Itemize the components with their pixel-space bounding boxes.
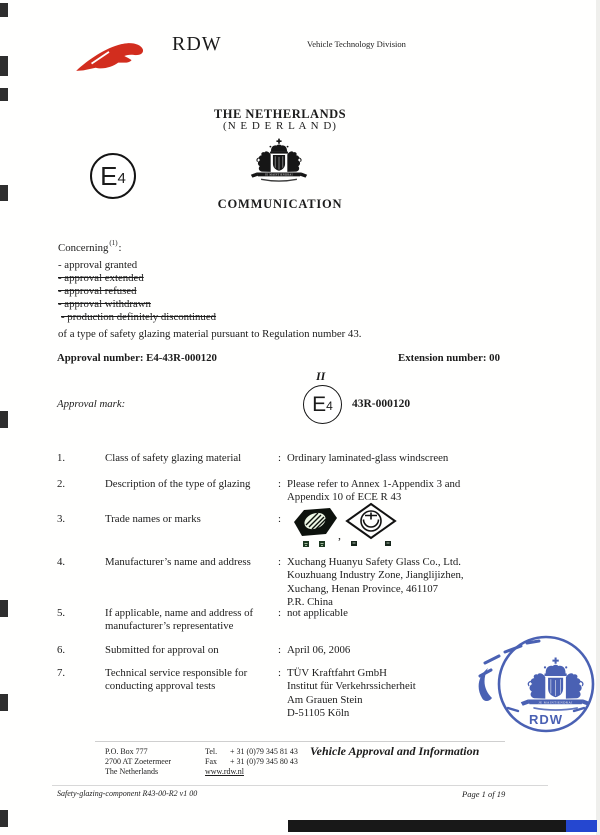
approval-mark-label: Approval mark: xyxy=(57,398,126,410)
footer-divider-bottom xyxy=(52,785,548,786)
item-number: 5. xyxy=(57,607,66,619)
item-number: 3. xyxy=(57,513,66,525)
item-value-line: P.R. China xyxy=(287,595,333,608)
scan-mark xyxy=(0,810,8,827)
footer-tagline: Vehicle Approval and Information xyxy=(310,744,480,758)
item-value: April 06, 2006 xyxy=(287,644,351,656)
item-label-line: Technical service responsible for xyxy=(105,667,248,679)
scan-mark xyxy=(0,56,8,76)
item-label-line: manufacturer’s representative xyxy=(105,620,234,633)
page-indicator: Page 1 of 19 xyxy=(462,789,506,799)
item-value-line: Appendix 10 of ECE R 43 xyxy=(287,491,402,504)
concerning-item: - approval granted xyxy=(58,259,138,271)
footer-divider-top xyxy=(95,741,505,742)
item-number: 1. xyxy=(57,452,66,464)
colon: : xyxy=(278,452,281,464)
item-value-line: Xuchang, Henan Province, 461107 xyxy=(287,582,439,595)
communication-heading: COMMUNICATION xyxy=(217,197,343,211)
item-value-line: Xuchang Huanyu Safety Glass Co., Ltd. xyxy=(287,556,461,568)
scan-mark xyxy=(0,3,8,17)
address-line: P.O. Box 777 xyxy=(105,747,148,756)
approval-mark-roman-numeral: II xyxy=(316,369,326,383)
colon: : xyxy=(278,667,281,679)
item-value: not applicable xyxy=(287,607,348,619)
brand-wordmark: RDW xyxy=(172,33,222,55)
e-mark-digit: 4 xyxy=(326,399,333,413)
colon: : xyxy=(278,478,281,490)
fax-value: + 31 (0)79 345 80 43 xyxy=(230,757,298,766)
address-line: 2700 AT Zoetermeer xyxy=(105,757,172,766)
rdw-red-swoosh-logo-icon xyxy=(74,37,146,78)
item-label: Description of the type of glazing xyxy=(105,478,251,490)
concerning-item-struck: - approval refused xyxy=(58,285,137,297)
division-name: Vehicle Technology Division xyxy=(307,39,406,49)
item-value-line: D-51105 Köln xyxy=(287,706,350,719)
item-label-line: conducting approval tests xyxy=(105,680,216,693)
item-label-line: If applicable, name and address of xyxy=(105,607,254,619)
footer-contact-values xyxy=(230,747,298,767)
separator-comma: , xyxy=(338,528,341,542)
colon: : xyxy=(278,556,281,568)
footnote-ref: (1) xyxy=(109,239,118,247)
e4-approval-mark-small xyxy=(303,385,342,424)
item-value-line: Please refer to Annex 1-Appendix 3 and xyxy=(287,478,461,490)
fax-label: Fax xyxy=(205,757,217,766)
item-value-line: Am Grauen Stein xyxy=(287,693,363,706)
item-number: 2. xyxy=(57,478,66,490)
concerning-label: Concerning$^{(1)}$: xyxy=(58,239,122,254)
tel-label: Tel. xyxy=(205,747,218,756)
e-mark-letter: E xyxy=(100,161,118,191)
concerning-subject: of a type of safety glazing material pursuant to Regulation number 43. xyxy=(58,328,362,340)
item-label: Trade names or marks xyxy=(105,513,201,525)
stamp-rdw-text: RDW xyxy=(528,712,564,727)
colon: : xyxy=(278,644,281,656)
e-mark-digit: 4 xyxy=(117,169,126,187)
scan-mark xyxy=(0,411,8,428)
scan-mark xyxy=(0,694,8,711)
scan-strip-blue xyxy=(566,820,597,832)
item-value-line: TÜV Kraftfahrt GmbH xyxy=(287,667,387,679)
scan-strip xyxy=(288,820,566,832)
approval-number: Approval number: E4-43R-000120 xyxy=(57,352,217,364)
item-label: Submitted for approval on xyxy=(105,644,219,656)
document-reference: Safety-glazing-component R43-00-R2 v1 00 xyxy=(57,789,198,798)
dutch-coat-of-arms-icon xyxy=(247,138,311,186)
website-link: www.rdw.nl xyxy=(205,767,244,776)
scan-mark xyxy=(0,600,8,617)
item-label: Class of safety glazing material xyxy=(105,452,242,464)
item-number: 4. xyxy=(57,556,66,568)
trademark-hexagon-glass-logo xyxy=(292,506,340,550)
country-title: THE NETHERLANDS xyxy=(213,107,347,121)
approval-mark-code: 43R-000120 xyxy=(352,398,411,410)
colon: : xyxy=(278,607,281,619)
item-number: 7. xyxy=(57,667,66,679)
concerning-item-struck: - approval withdrawn xyxy=(58,298,151,310)
extension-number: Extension number: 00 xyxy=(398,352,500,364)
item-label: Manufacturer’s name and address xyxy=(105,556,251,568)
country-title-native: (N E D E R L A N D) xyxy=(223,120,337,132)
e4-approval-mark-large xyxy=(90,153,136,199)
address-line: The Netherlands xyxy=(105,767,159,776)
tel-value: + 31 (0)79 345 81 43 xyxy=(230,747,298,756)
item-value-line: Institut für Verkehrssicherheit xyxy=(287,680,416,693)
concerning-item-struck: - production definitely discontinued xyxy=(61,311,217,323)
scan-mark xyxy=(0,88,8,101)
concerning-item-struck: - approval extended xyxy=(58,272,144,284)
e-mark-letter: E xyxy=(312,393,327,416)
item-number: 6. xyxy=(57,644,66,656)
item-value-line: Kouzhuang Industry Zone, Jianglijizhen, xyxy=(287,569,464,582)
item-value: Ordinary laminated-glass windscreen xyxy=(287,452,449,464)
colon: : xyxy=(278,513,281,525)
footer-address xyxy=(105,747,171,777)
rdw-blue-stamp xyxy=(468,632,600,740)
trademark-diamond-circle-logo xyxy=(345,502,397,548)
